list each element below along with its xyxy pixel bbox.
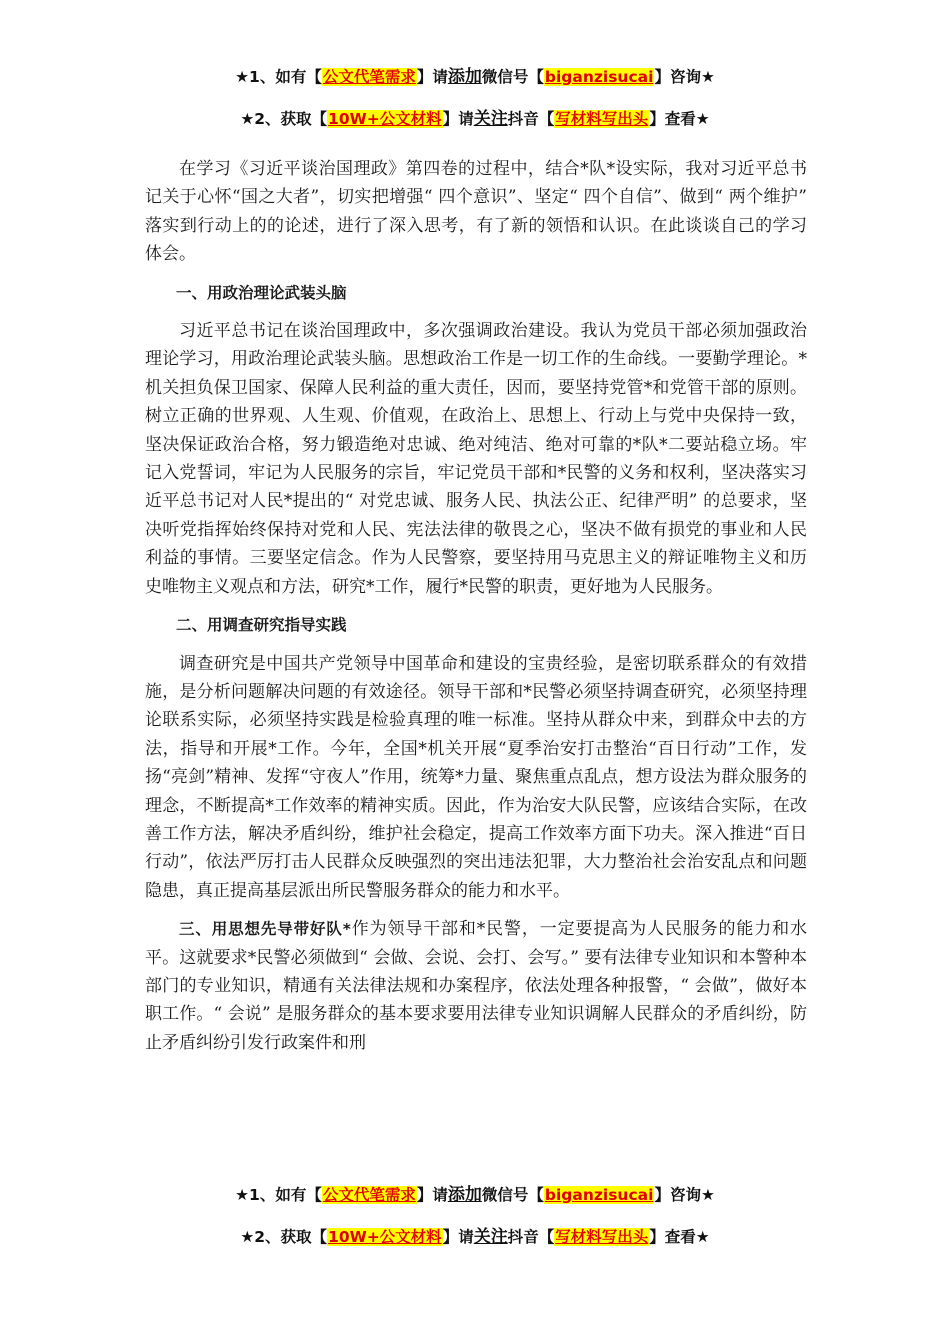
emphasis-add: 添加	[447, 1185, 482, 1205]
banner-line-wechat	[0, 66, 950, 88]
banner-text: 抖音【	[507, 110, 555, 128]
highlight-service: 公文代笔需求	[322, 1186, 416, 1204]
section-paragraph-3	[145, 915, 807, 1057]
highlight-douyin-id: 写材料写出头	[555, 110, 649, 128]
banner-text: ★2、获取【	[240, 1228, 328, 1246]
banner-line-wechat	[0, 1184, 950, 1206]
banner-text: 】请	[442, 110, 474, 128]
banner-text: ★2、获取【	[240, 110, 328, 128]
intro-paragraph: 在学习《习近平谈治国理政》第四卷的过程中，结合*队*设实际，我对习近平总书记关于心怀“国之大者”，切实把增强“ 四个意识”、坚定“ 四个自信”、做到“ 两个维护” 落实到行动上的的论述，进行了深入思考，有了新的领悟和认识。在此谈谈自己的学习体会。	[145, 159, 807, 265]
banner-text: 微信号【	[481, 68, 544, 86]
emphasis-add: 添加	[447, 67, 482, 87]
document-body	[145, 155, 807, 1057]
banner-text: 抖音【	[507, 1228, 555, 1246]
footer-banner	[0, 1184, 950, 1248]
banner-line-douyin	[0, 108, 950, 130]
banner-text: 】咨询★	[654, 1186, 715, 1204]
highlight-wechat-id: biganzisucai	[544, 68, 654, 86]
highlight-materials: 10W+公文材料	[328, 110, 442, 128]
banner-text: 】请	[416, 1186, 448, 1204]
banner-text: 微信号【	[481, 1186, 544, 1204]
section-text-3: 作为领导干部和*民警，一定要提高为人民服务的能力和水平。这就要求*民警必须做到“ 会做、会说、会打、会写。” 要有法律专业知识和本警种本部门的专业知识，精通有关法律法规和办案程序，依法处理各种报警，“ 会做”，做好本职工作。“ 会说” 是服务群众的基本要求要用法律专业知识调解人民群众的矛盾纠纷，防止矛盾纠纷引发行政案件和刑	[145, 919, 807, 1053]
highlight-wechat-id: biganzisucai	[544, 1186, 654, 1204]
highlight-douyin-id: 写材料写出头	[555, 1228, 649, 1246]
header-banner	[0, 66, 950, 130]
emphasis-follow: 关注	[473, 109, 508, 129]
banner-text: ★1、如有【	[235, 1186, 322, 1204]
section-paragraph-1: 习近平总书记在谈治国理政中，多次强调政治建设。我认为党员干部必须加强政治理论学习，用政治理论武装头脑。思想政治工作是一切工作的生命线。一要勤学理论。*机关担负保卫国家、保障人民利益的重大责任，因而，要坚持党管*和党管干部的原则。树立正确的世界观、人生观、价值观，在政治上、思想上、行动上与党中央保持一致，坚决保证政治合格，努力锻造绝对忠诚、绝对纯洁、绝对可靠的*队*二要站稳立场。牢记入党誓词，牢记为人民服务的宗旨，牢记党员干部和*民警的义务和权利，坚决落实习近平总书记对人民*提出的“ 对党忠诚、服务人民、执法公正、纪律严明” 的总要求，坚决听党指挥始终保持对党和人民、宪法法律的敬畏之心，坚决不做有损党的事业和人民利益的事情。三要坚定信念。作为人民警察，要坚持用马克思主义的辩证唯物主义和历史唯物主义观点和方法，研究*工作，履行*民警的职责，更好地为人民服务。	[145, 321, 807, 597]
emphasis-follow: 关注	[473, 1227, 508, 1247]
banner-line-douyin	[0, 1226, 950, 1248]
banner-text: 】查看★	[649, 110, 710, 128]
banner-text: 】咨询★	[654, 68, 715, 86]
banner-text: 】请	[416, 68, 448, 86]
section-heading-1: 一、用政治理论武装头脑	[176, 283, 347, 302]
section-heading-2: 二、用调查研究指导实践	[176, 616, 347, 635]
banner-text: ★1、如有【	[235, 68, 322, 86]
section-paragraph-2: 调查研究是中国共产党领导中国革命和建设的宝贵经验，是密切联系群众的有效措施，是分析问题解决问题的有效途径。领导干部和*民警必须坚持调查研究，必须坚持理论联系实际，必须坚持实践是检验真理的唯一标准。坚持从群众中来，到群众中去的方法，指导和开展*工作。今年，全国*机关开展“夏季治安打击整治“百日行动”工作，发扬“亮剑”精神、发挥“守夜人”作用，统筹*力量、聚焦重点乱点，想方设法为群众服务的理念，不断提高*工作效率的精神实质。因此，作为治安大队民警，应该结合实际，在改善工作方法，解决矛盾纠纷，维护社会稳定，提高工作效率方面下功夫。深入推进“百日行动”，依法严厉打击人民群众反映强烈的突出违法犯罪，大力整治社会治安乱点和问题隐患，真正提高基层派出所民警服务群众的能力和水平。	[145, 653, 807, 901]
banner-text: 】请	[442, 1228, 474, 1246]
highlight-service: 公文代笔需求	[322, 68, 416, 86]
highlight-materials: 10W+公文材料	[328, 1228, 442, 1246]
banner-text: 】查看★	[649, 1228, 710, 1246]
section-heading-3: 三、用思想先导带好队*	[179, 920, 351, 939]
